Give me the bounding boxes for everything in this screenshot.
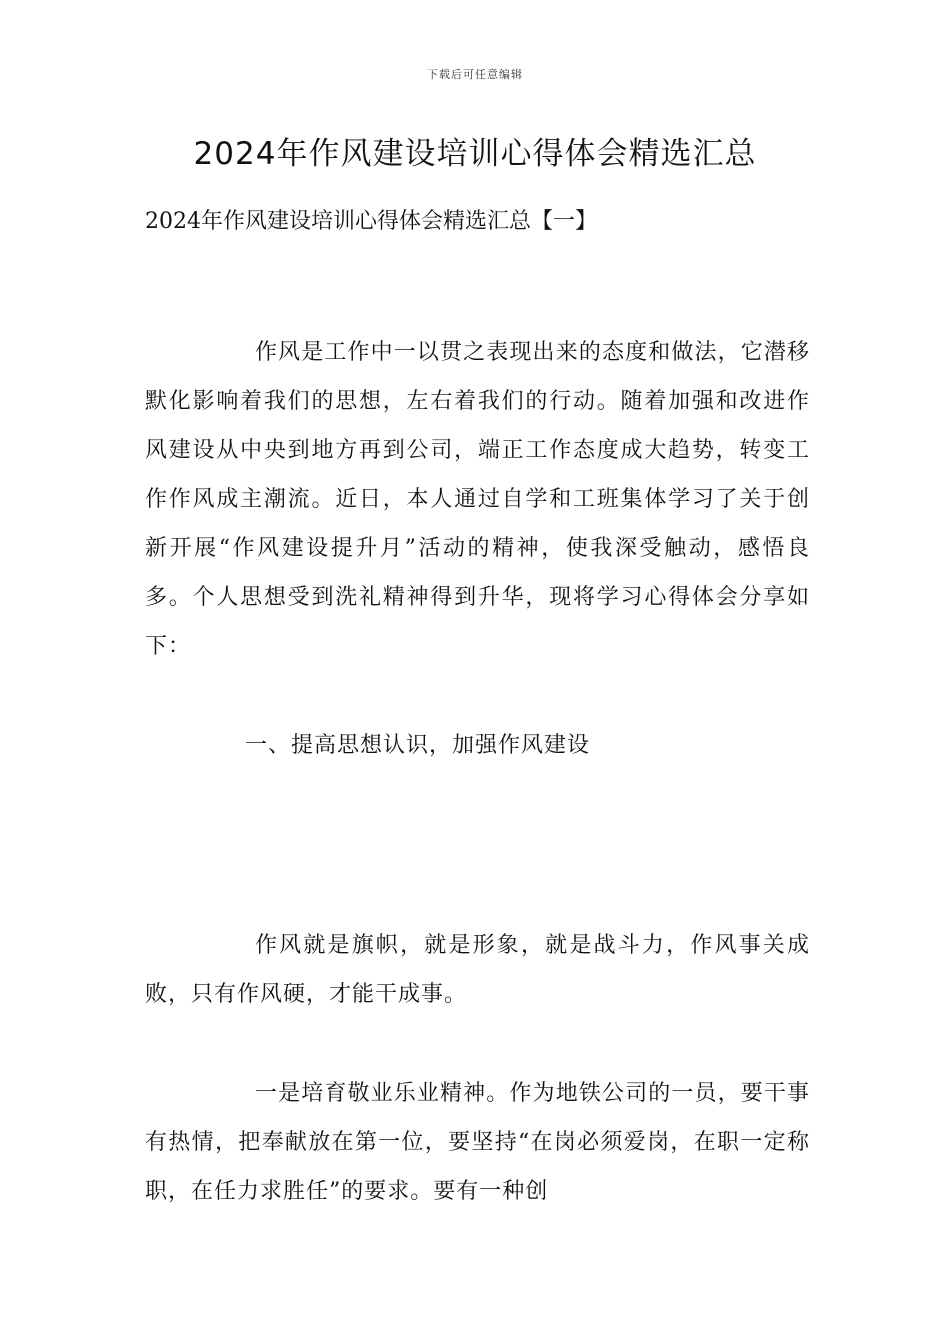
subheading-raise-awareness: 一、提高思想认识，加强作风建设 xyxy=(245,733,591,758)
document-title: 2024年作风建设培训心得体会精选汇总 xyxy=(193,136,757,172)
page-header-note: 下载后可任意编辑 xyxy=(427,68,523,81)
paragraph-style-banner: 作风就是旗帜，就是形象，就是战斗力，作风事关成败，只有作风硬，才能干成事。 xyxy=(145,933,810,1007)
paragraph-intro: 作风是工作中一以贯之表现出来的态度和做法，它潜移默化影响着我们的思想，左右着我们的行动。随着加强和改进作风建设从中央到地方再到公司，端正工作态度成大趋势，转变工作作风成主潮流。近日，本人通过自学和工班集体学习了关于创新开展“作风建设提升月”活动的精神，使我深受触动，感悟良多。个人思想受到洗礼精神得到升华，现将学习心得体会分享如下： xyxy=(145,340,810,659)
paragraph-dedication: 一是培育敬业乐业精神。作为地铁公司的一员，要干事有热情，把奉献放在第一位，要坚持“在岗必须爱岗，在职一定称职，在任力求胜任”的要求。要有一种创 xyxy=(145,1081,810,1204)
section-heading: 2024年作风建设培训心得体会精选汇总【一】 xyxy=(145,209,597,234)
